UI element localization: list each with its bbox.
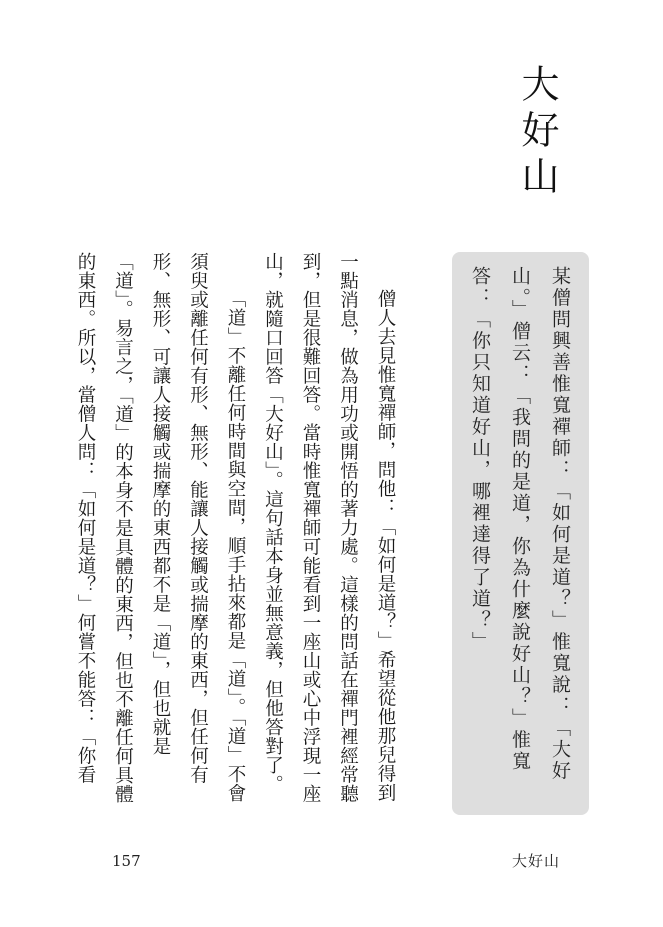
- body-paragraph-1: 僧人去見惟寬禪師，問他：「如何是道？」希望從他那兒得到一點消息，做為用功或開悟的著力處。這樣的問話在禪門裡經常聽到，但是很難回答。當時惟寬禪師可能看到一座山或心中浮現一座山，就隨口回答「大好山」。這句話本身並無意義，但他答對了。: [262, 252, 396, 803]
- koan-quote-text: 某僧問興善惟寬禪師：「如何是道？」惟寬說：「大好山。」僧云：「我問的是道，你為什麼說好山？」惟寬答：「你只知道好山，哪裡達得了道？」: [469, 266, 571, 782]
- chapter-title: 大好山: [515, 64, 559, 202]
- running-header: 大好山: [512, 852, 561, 870]
- page-number: 157: [112, 852, 141, 870]
- body-paragraph-2: 「道」不離任何時間與空間，順手拈來都是「道」。「道」不會須臾或離任何有形、無形、能讓人接觸或揣摩的東西，但任何有形、無形、可讓人接觸或揣摩的東西都不是「道」，但也就是「道」。易言之，「道」的本身不是具體的東西，但也不離任何具體的東西。所以，當僧人問：「如何是道？」何嘗不能答：「你看: [75, 252, 246, 804]
- body-text: [75, 252, 404, 812]
- koan-quote-box: [452, 252, 589, 815]
